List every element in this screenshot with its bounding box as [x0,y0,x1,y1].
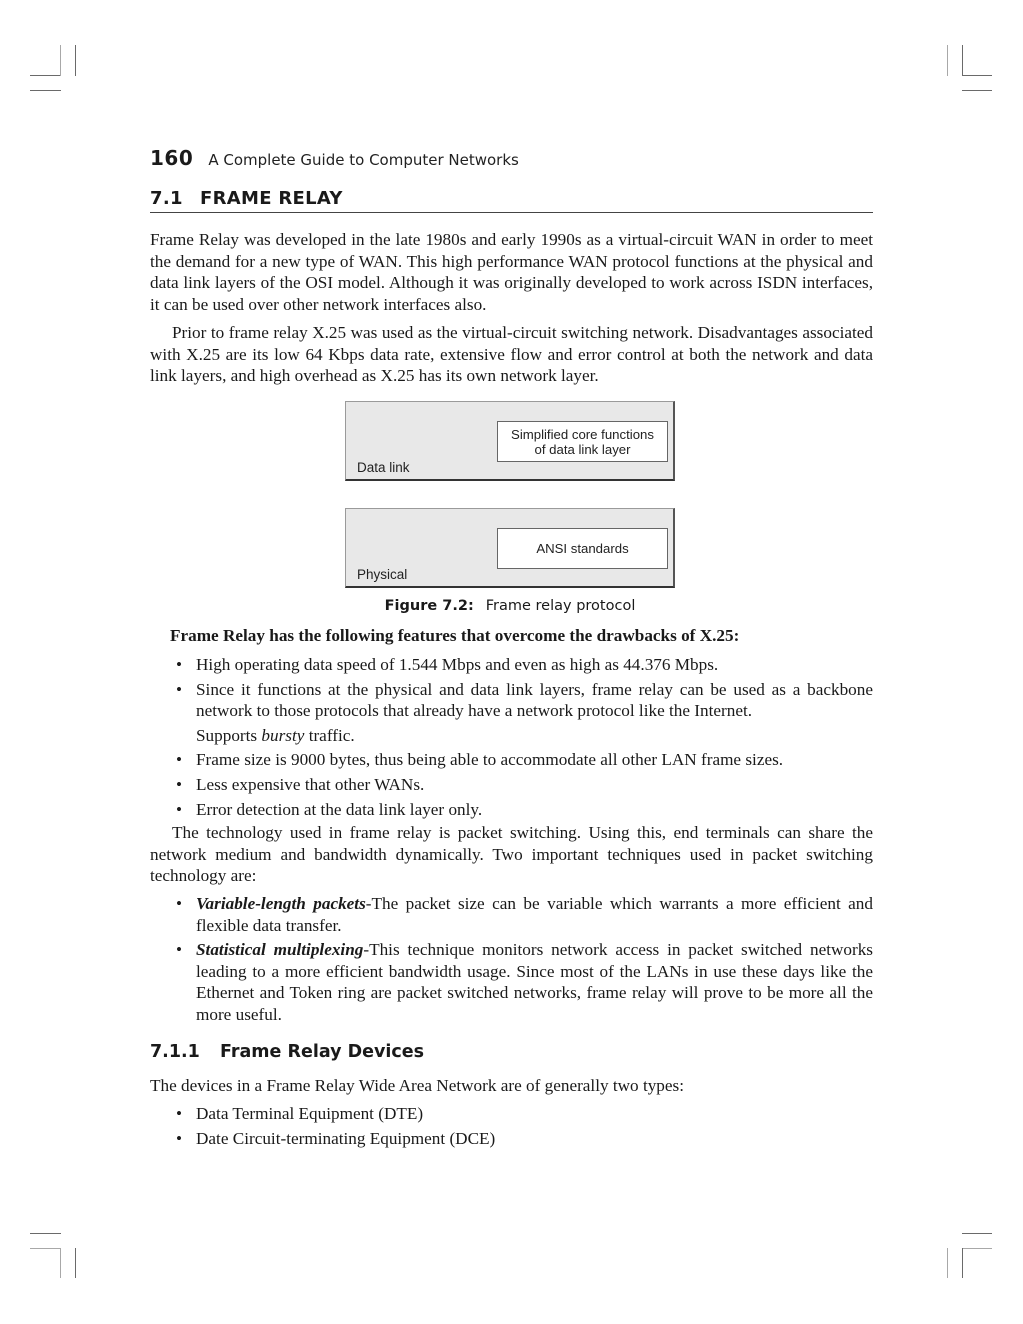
paragraph-technology: The technology used in frame relay is packet switching. Using this, end terminals can share the network medium and bandwidth dynamically. Two important techniques used in packet switching technology are: [150,823,873,886]
features-heading: Frame Relay has the following features that overcome the drawbacks of X.25: [170,626,740,645]
layer-physical [345,508,675,588]
crop-mark [75,45,76,76]
crop-mark [962,90,992,91]
bullet-icon: • [176,894,183,913]
ansi-standards-text: ANSI standards [536,541,629,556]
bullet-icon: • [176,940,183,960]
figure-number: Figure 7.2: [384,598,474,614]
techniques-list [174,893,873,1026]
core-functions-line-1: Simplified core functions [511,426,654,442]
crop-mark [962,45,963,76]
paragraph-x25: Prior to frame relay X.25 was used as the virtual-circuit switching network. Disadvantages associated with X.25 are its low 64 Kbps data rate, extensive flow and error control at both the network and data link layers, and high overhead as X.25 has its own network layer. [150,323,873,386]
paragraph-devices-intro: The devices in a Frame Relay Wide Area Network are of generally two types: [150,1076,684,1095]
bullet-icon: • [176,679,183,699]
list-item: • Frame size is 9000 bytes, thus being able to accommodate all other LAN frame sizes. [176,750,784,770]
crop-mark [60,45,61,76]
bullet-icon: • [176,1128,183,1148]
emphasis: bursty [261,725,305,745]
list-item: • Date Circuit-terminating Equipment (DCE) [176,1128,496,1148]
core-functions-box [497,421,668,462]
list-item: • Data Terminal Equipment (DTE) [176,1104,424,1123]
running-head [150,146,519,170]
list-item: • Error detection at the data link layer only. [176,799,483,819]
section-title: FRAME RELAY [200,188,343,209]
term: Statistical multiplexing [196,940,364,960]
bullet-icon: • [176,750,183,770]
features-list [174,654,873,820]
ansi-standards-box [497,528,668,569]
crop-mark [30,90,61,91]
page-number: 160 [150,146,194,170]
section-heading [150,188,873,213]
subsection-heading [150,1042,424,1062]
crop-mark [947,1248,948,1278]
list-item: • Variable-length packets-The packet size can be variable which warrants a more efficient and flexible data transfer. [176,894,873,935]
list-item: • Less expensive that other WANs. [176,774,425,794]
figure-caption [345,598,675,614]
bullet-icon: • [176,655,183,674]
crop-mark [962,1233,992,1234]
paragraph-intro: Frame Relay was developed in the late 1980s and early 1990s as a virtual-circuit WAN in order to meet the demand for a new type of WAN. This high performance WAN protocol functions at the physical and data link layers of the OSI model. Although it was originally developed to work across ISDN interfaces, it can be used over other network interfaces also. [150,230,873,314]
devices-list [174,1103,873,1149]
term: Variable-length packets [196,894,366,913]
layer-data-link [345,401,675,481]
subsection-title: Frame Relay Devices [220,1042,425,1062]
crop-mark [30,1248,61,1249]
crop-mark [30,1233,61,1234]
figure-caption-text: Frame relay protocol [485,598,636,614]
layer-label: Data link [357,460,410,475]
crop-mark [947,45,948,76]
bullet-icon: • [176,799,183,819]
section-number: 7.1 [150,188,183,209]
layer-label: Physical [357,567,408,582]
book-title: A Complete Guide to Computer Networks [208,151,519,169]
list-item-continuation: Supports bursty traffic. [196,725,355,745]
crop-mark [962,1248,963,1278]
list-item: • Statistical multiplexing-This technique monitors network access in packet switched networks leading to a more efficient bandwidth usage. Since most of the LANs in use these days like the Ethernet and Token ring are packet switched networks, frame relay will prove to be more all the more useful. [176,940,873,1024]
crop-mark [962,75,992,76]
bullet-icon: • [176,1104,183,1123]
list-item: • High operating data speed of 1.544 Mbps and even as high as 44.376 Mbps. [176,655,719,674]
subsection-number: 7.1.1 [150,1042,200,1062]
crop-mark [30,75,61,76]
crop-mark [75,1248,76,1278]
crop-mark [962,1248,992,1249]
core-functions-line-2: of data link layer [534,441,631,457]
list-item: • Since it functions at the physical and data link layers, frame relay can be used as a backbone network to those protocols that already have a network protocol like the Internet. [176,679,873,721]
bullet-icon: • [176,774,183,794]
crop-mark [60,1248,61,1278]
